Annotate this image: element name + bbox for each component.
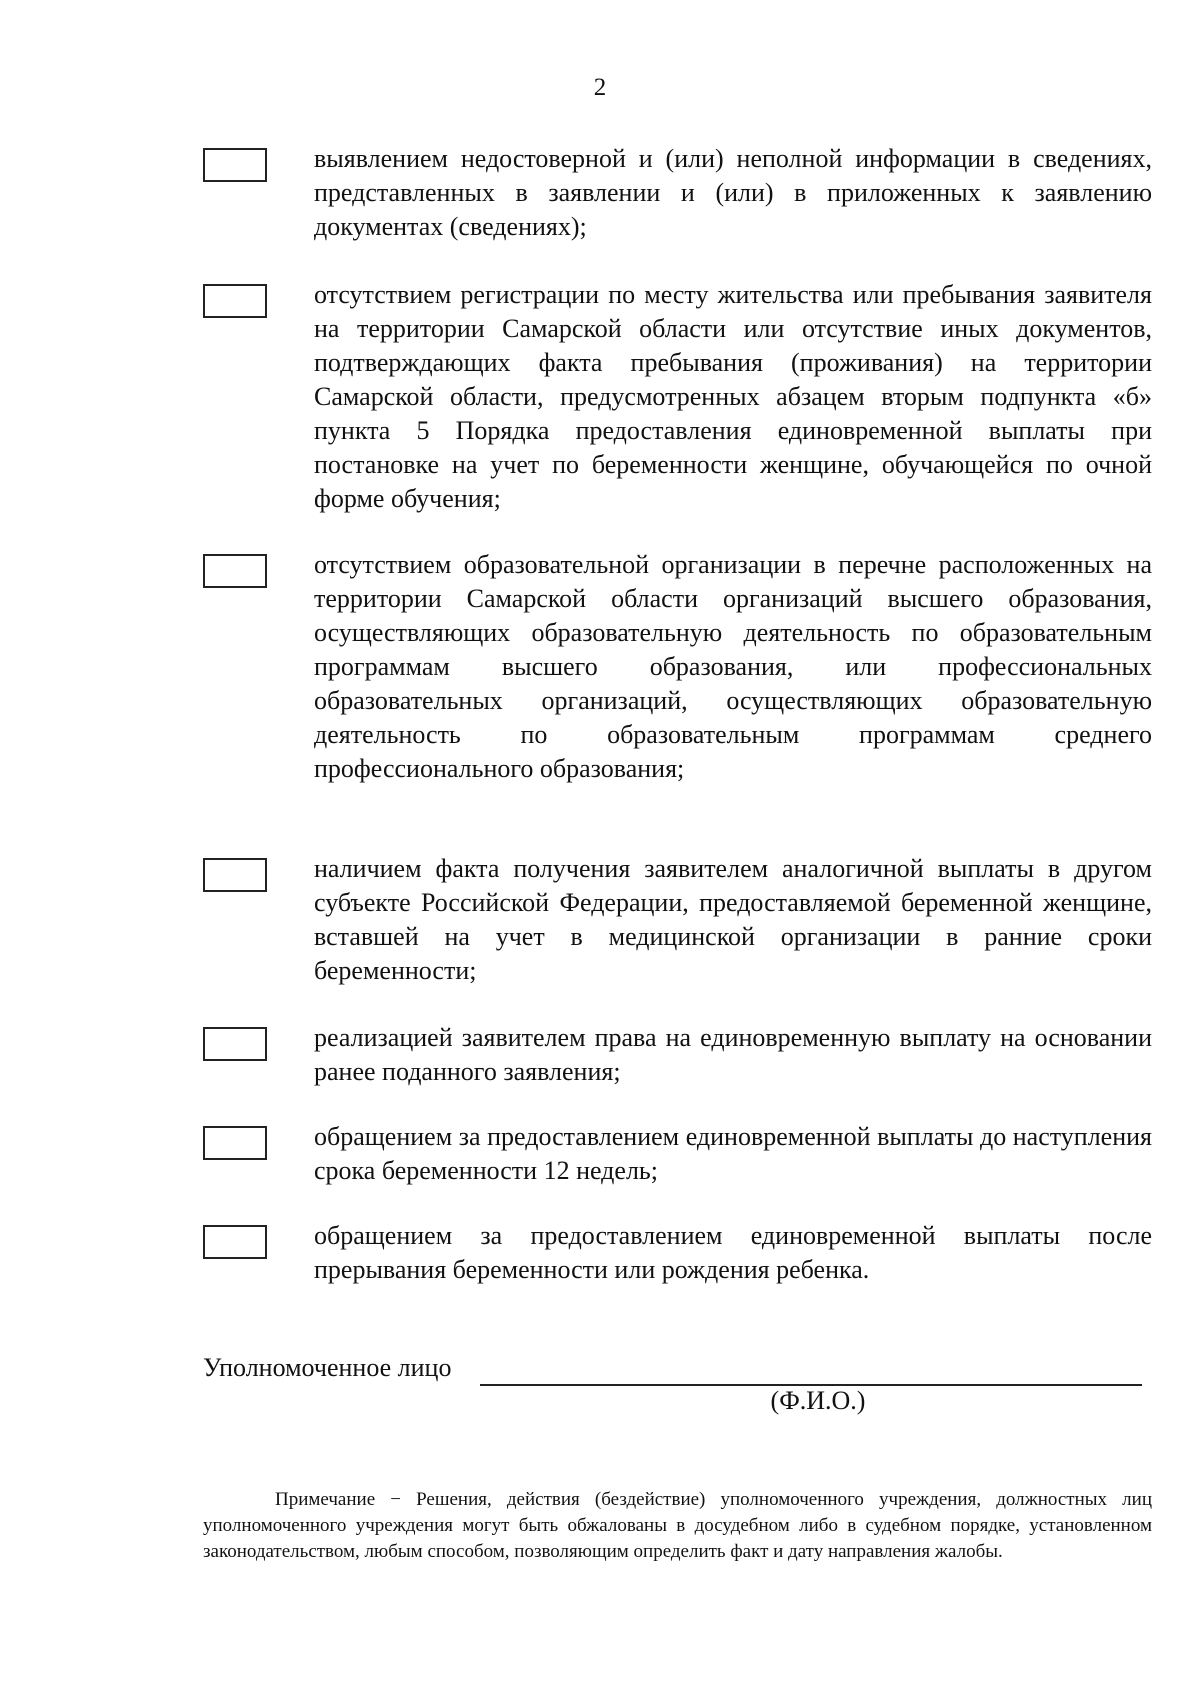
reason-text-5: реализацией заявителем права на единовременную выплату на основании ранее поданного заявления; — [314, 1023, 1152, 1086]
reason-checkbox-4[interactable] — [203, 858, 267, 892]
note-paragraph: Примечание − Решения, действия (бездействие) уполномоченного учреждения, должностных лиц уполномоченного учреждения могут быть обжалованы в досудебном либо в судебном порядке, установленном законодательством, любым способом, позволяющим определить факт и дату направления жалобы. — [203, 1489, 1152, 1562]
reason-checkbox-7[interactable] — [203, 1225, 267, 1259]
reason-text-7: обращением за предоставлением единовременной выплаты после прерывания беременности или рождения ребенка. — [314, 1221, 1152, 1284]
signature-caption: (Ф.И.О.) — [770, 1386, 866, 1415]
reason-text-1: выявлением недостоверной и (или) неполной информации в сведениях, представленных в заявлении и (или) в приложенных к заявлению документах (сведениях); — [314, 144, 1152, 241]
reason-text-2: отсутствием регистрации по месту жительства или пребывания заявителя на территории Самарской области или отсутствие иных документов, подтверждающих факта пребывания (проживания) на территории Самарской области, предусмотренных абзацем вторым подпункта «б» пункта 5 Порядка предоставления единовременной выплаты при постановке на учет по беременности женщине, обучающейся по очной форме обучения; — [314, 280, 1152, 513]
reason-checkbox-1[interactable] — [203, 148, 267, 182]
reason-checkbox-3[interactable] — [203, 554, 267, 588]
reason-text-6: обращением за предоставлением единовременной выплаты до наступления срока беременности 12 недель; — [314, 1122, 1152, 1185]
reason-text-3: отсутствием образовательной организации в перечне расположенных на территории Самарской области организаций высшего образования, осуществляющих образовательную деятельность по образовательным программам высшего образования, или профессиональных образовательных организаций, осуществляющих образовательную деятельность по образовательным программам среднего профессионального образования; — [314, 550, 1152, 783]
reason-checkbox-2[interactable] — [203, 284, 267, 318]
page-number: 2 — [593, 74, 607, 101]
reason-checkbox-6[interactable] — [203, 1126, 267, 1160]
reason-text-4: наличием факта получения заявителем аналогичной выплаты в другом субъекте Российской Федерации, предоставляемой беременной женщине, вставшей на учет в медицинской организации в ранние сроки беременности; — [314, 854, 1152, 985]
signature-label: Уполномоченное лицо — [203, 1353, 452, 1382]
reason-checkbox-5[interactable] — [203, 1027, 267, 1061]
